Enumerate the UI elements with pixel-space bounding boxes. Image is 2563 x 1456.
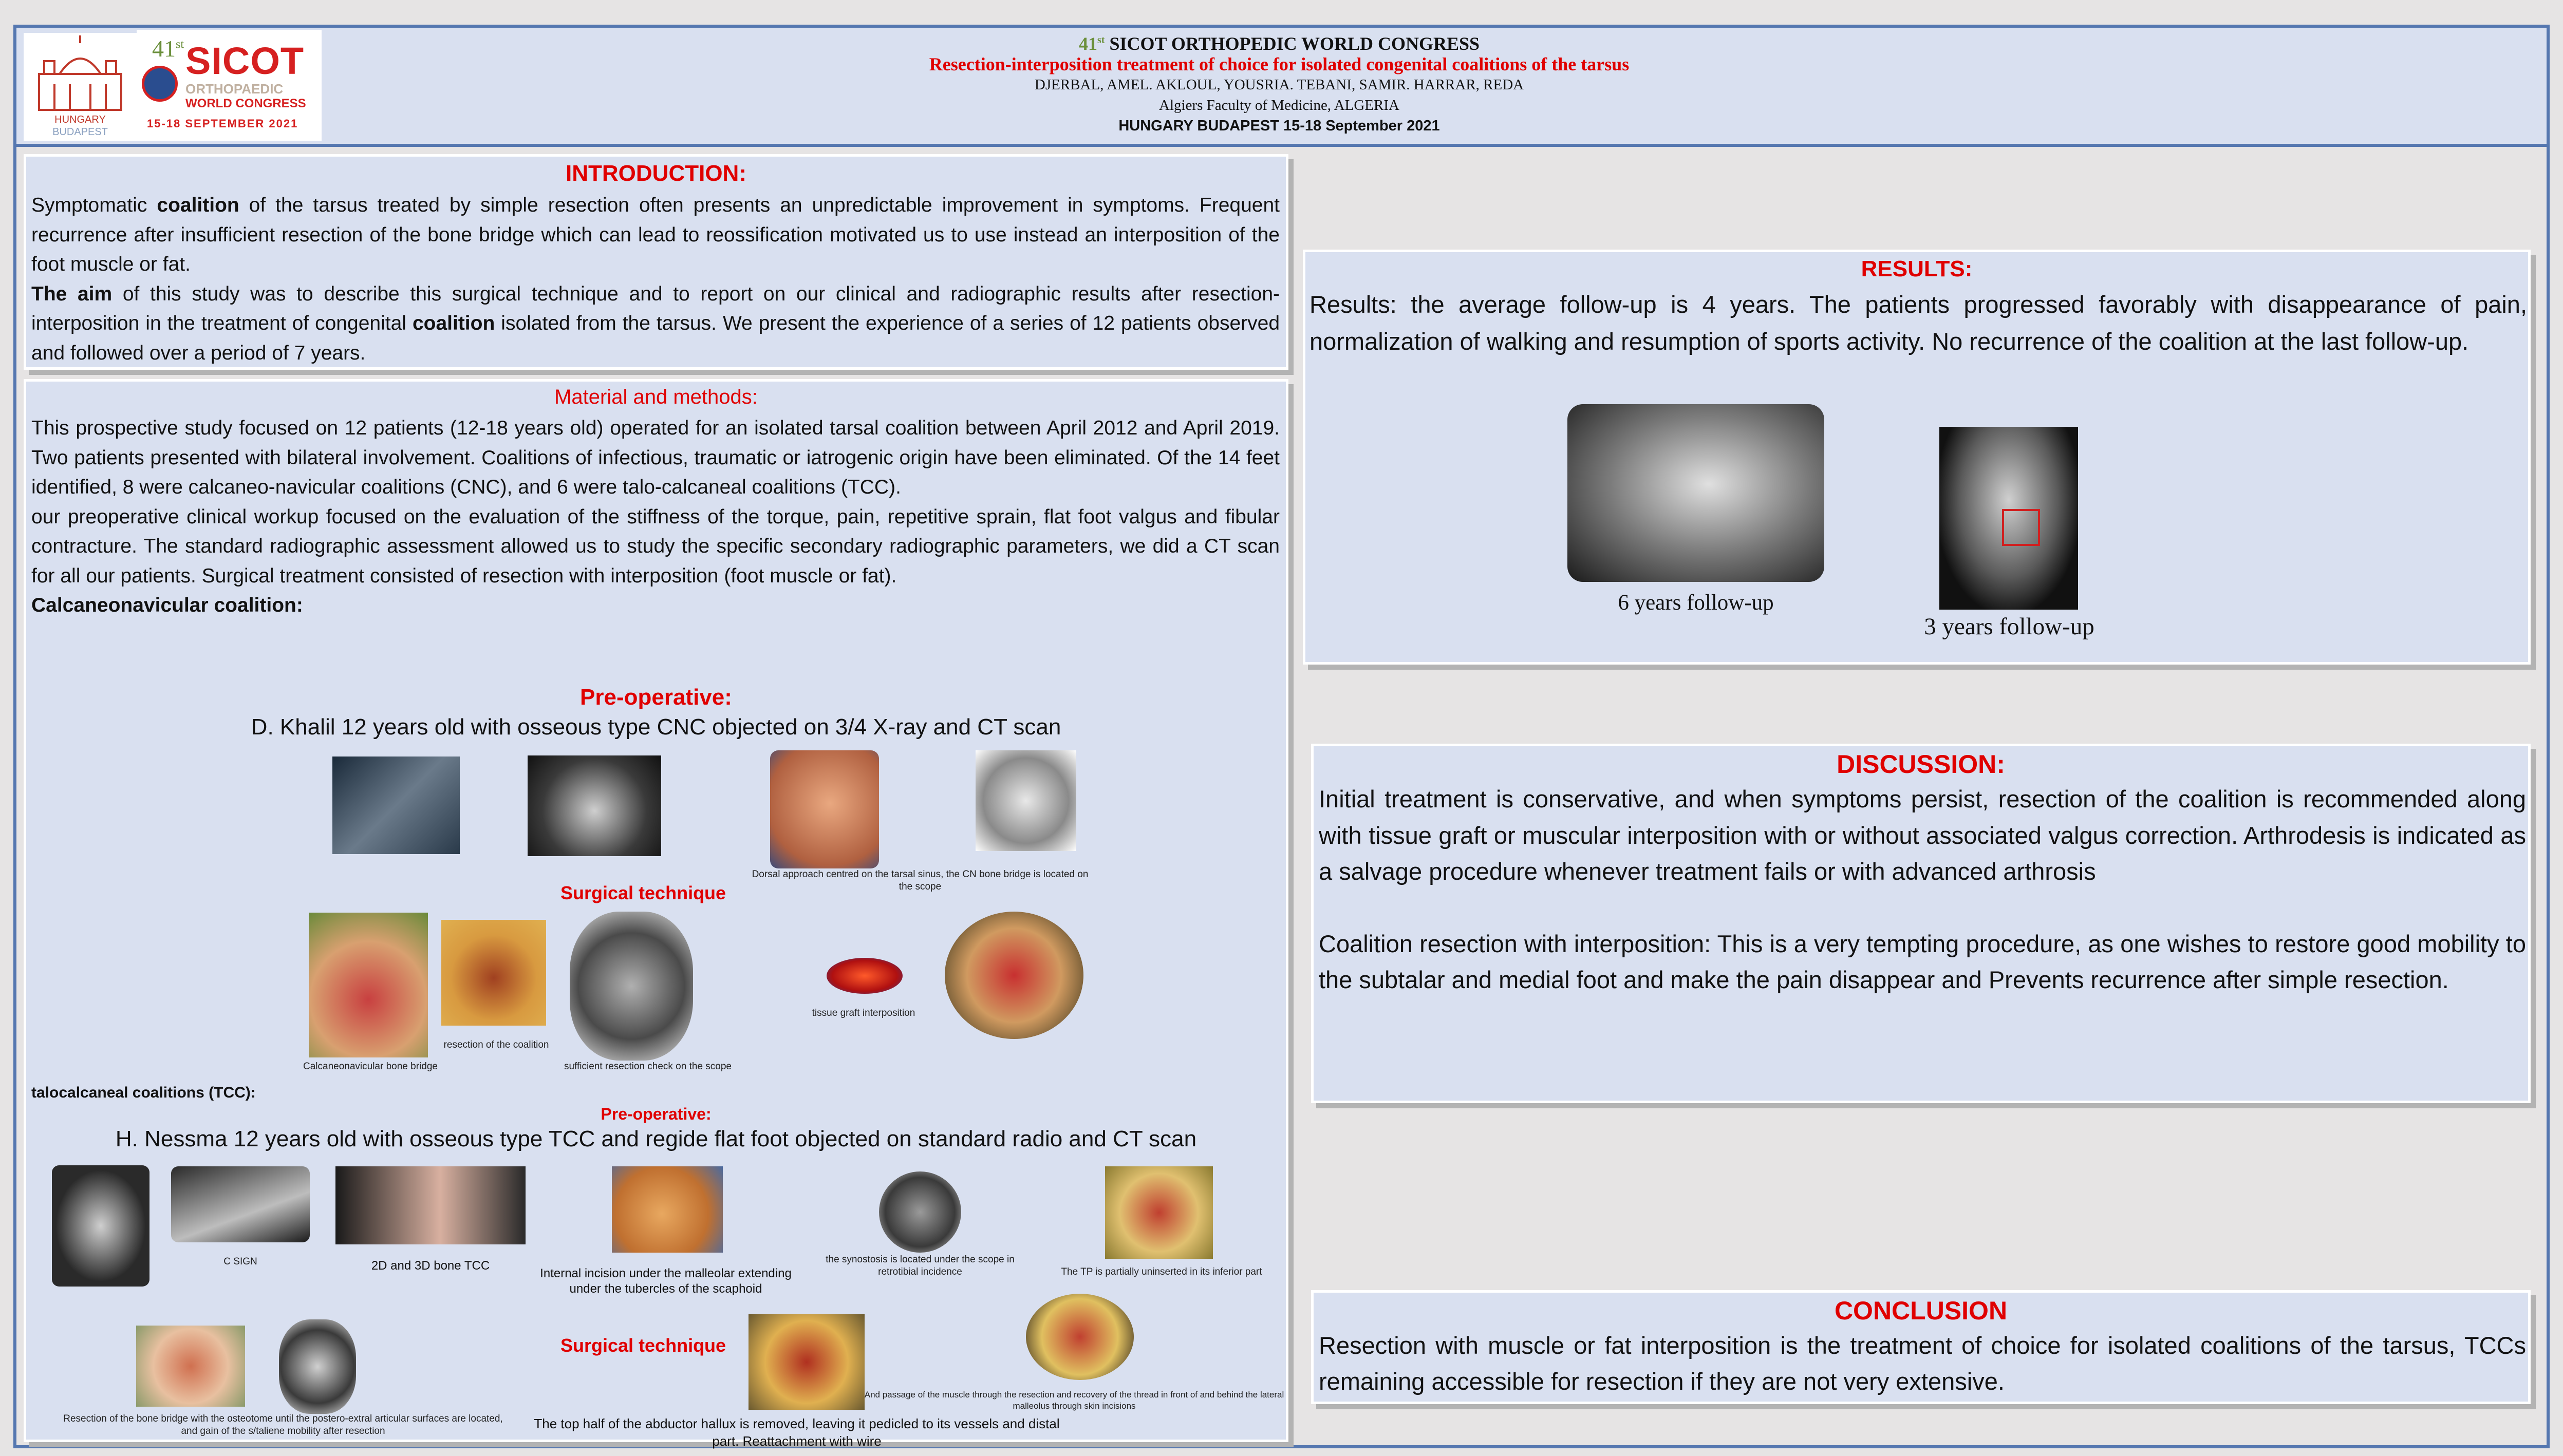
- budapest-logo: [24, 33, 137, 141]
- cap-resection-bridge: Resection of the bone bridge with the osteotome until the postero-extral articular surfaces are located, and gain of the s/taliene mobility after resection: [63, 1413, 503, 1436]
- poster-title: Resection-interposition treatment of choice for isolated congenital coalitions of the tarsus: [929, 54, 1630, 74]
- cnc-preop-title: Pre-operative:: [580, 685, 732, 710]
- cap-synostosis: the synostosis is located under the scope in retrotibial incidence: [826, 1254, 1015, 1277]
- cap-dorsal: Dorsal approach centred on the tarsal sinus, the CN bone bridge is located on the scope: [752, 869, 1089, 892]
- tcc-passage-photo: [1026, 1294, 1134, 1380]
- affiliation: Algiers Faculty of Medicine, ALGERIA: [1159, 97, 1399, 114]
- tcc-tp-photo: [1105, 1166, 1213, 1259]
- cnc-scope-check-image: [570, 912, 693, 1061]
- tcc-abductor-photo: [749, 1314, 865, 1410]
- discussion-text: [1319, 781, 2526, 998]
- logo-sicot-name: SICOT: [185, 40, 305, 82]
- results-6yr-xray-image: [1567, 404, 1824, 582]
- tcc-resection-photo: [136, 1326, 245, 1407]
- results-3yr-ct-image: [1939, 427, 2078, 610]
- logo-sicot-sub1: ORTHOPAEDIC: [185, 81, 284, 97]
- tcc-preop-title: Pre-operative:: [601, 1105, 712, 1123]
- tcc-synostosis-scope-image: [879, 1171, 961, 1253]
- tcc-csign-image: [171, 1166, 310, 1242]
- tcc-2d3d-image: [335, 1166, 526, 1244]
- results-caption-6yr: 6 years follow-up: [1618, 591, 1774, 615]
- discussion-title: DISCUSSION:: [1837, 750, 2005, 779]
- cap-csign: C SIGN: [223, 1256, 257, 1267]
- cap-bridge: Calcaneonavicular bone bridge: [303, 1061, 438, 1072]
- tcc-surgical-title: Surgical technique: [560, 1335, 726, 1356]
- globe-icon: [142, 66, 178, 102]
- cap-resection: resection of the coalition: [443, 1039, 549, 1050]
- cnc-ct-image: [528, 755, 661, 856]
- cnc-surgical-title: Surgical technique: [560, 882, 726, 903]
- authors: DJERBAL, AMEL. AKLOUL, YOUSRIA. TEBANI, SAMIR. HARRAR, REDA: [1034, 77, 1524, 93]
- cnc-interposition-photo: [945, 912, 1083, 1039]
- methods-panel: [24, 379, 1288, 1449]
- logo-sicot-sup: st: [176, 37, 184, 51]
- conclusion-title: CONCLUSION: [1834, 1296, 2008, 1325]
- conclusion-panel: [1311, 1290, 2531, 1404]
- tcc-feet-xray-image: [52, 1165, 149, 1287]
- results-text: Results: the average follow-up is 4 years. The patients progressed favorably with disappearance of pain, normalization of walking and resumption of sports activity. No recurrence of the coalition at the last follow-up.: [1309, 291, 2527, 355]
- cnc-bone-bridge-photo: [309, 913, 428, 1057]
- cnc-scope-image: [976, 750, 1076, 851]
- cnc-incision-photo: [770, 750, 879, 868]
- cnc-resection-photo: [441, 920, 546, 1026]
- logo-left-text-2: BUDAPEST: [52, 126, 108, 138]
- tcc-heading: talocalcaneal coalitions (TCC):: [31, 1084, 256, 1101]
- cap-tissue: tissue graft interposition: [812, 1008, 915, 1018]
- results-title: RESULTS:: [1861, 256, 1973, 281]
- methods-title: Material and methods:: [554, 386, 758, 408]
- logo-sicot-dates: 15-18 SEPTEMBER 2021: [147, 117, 298, 130]
- methods-paragraph-2: our preoperative clinical workup focused on the evaluation of the stiffness of the torque, pain, repetitive sprain, flat foot valgus and fibular contracture. The standard radiographic assessment allowed us to study the specific secondary radiographic parameters, we did a CT scan for all our patients. Surgical treatment consisted of resection with interposition (foot muscle or fat).: [31, 505, 1280, 587]
- tcc-resection-scope-image: [279, 1319, 356, 1414]
- event-line: HUNGARY BUDAPEST 15-18 September 2021: [1118, 118, 1440, 134]
- introduction-text: Symptomatic coalition of the tarsus treated by simple resection often presents an unpredictable improvement in symptoms. Frequent recurrence after insufficient resection of the bone bridge which can lead to reossification motivated us to use instead an interposition of the foot muscle or fat. The aim of this study was to describe this surgical technique and to report on our clinical and radiographic results after resection-interposition in the treatment of congenital coalition isolated from the tarsus. We present the experience of a series of 12 patients observed and followed over a period of 7 years.: [31, 194, 1280, 364]
- congress-title: 41st SICOT ORTHOPEDIC WORLD CONGRESS: [1078, 33, 1480, 54]
- discussion-paragraph-2: Coalition resection with interposition: This is a very tempting procedure, as one wishes to restore good mobility to the subtalar and medial foot and make the pain disappear and Prevents recurrence after simple resection.: [1319, 930, 2526, 993]
- conclusion-text: Resection with muscle or fat interposition is the treatment of choice for isolated coalitions of the tarsus, TCCs remaining accessible for resection if they are not very extensive.: [1319, 1332, 2526, 1395]
- tcc-incision-photo: [612, 1166, 723, 1253]
- logo-sicot-sub2: WORLD CONGRESS: [185, 97, 306, 110]
- cap-tp: The TP is partially uninserted in its inferior part: [1061, 1266, 1262, 1277]
- cnc-case-text: D. Khalil 12 years old with osseous type CNC objected on 3/4 X-ray and CT scan: [251, 714, 1061, 740]
- cap-passage: And passage of the muscle through the resection and recovery of the thread in front of and behind the lateral malleolus through skin incisions: [864, 1390, 1284, 1411]
- discussion-paragraph-1: Initial treatment is conservative, and when symptoms persist, resection of the coalition is recommended along with tissue graft or muscular interposition with or without associated valgus correction. Arthrodesis is indicated as a salvage procedure whenever treatment fails or with advanced arthrosis: [1319, 785, 2526, 885]
- methods-paragraph-1: This prospective study focused on 12 patients (12-18 years old) operated for an isolated tarsal coalition between April 2012 and April 2019. Two patients presented with bilateral involvement. Coalitions of infectious, traumatic or iatrogenic origin have been eliminated. Of the 14 feet identified, 8 were calcaneo-navicular coalitions (CNC), and 6 were talo-calcaneal coalitions (TCC).: [31, 417, 1280, 498]
- tcc-case-text: H. Nessma 12 years old with osseous type TCC and regide flat foot objected on standard radio and CT scan: [115, 1126, 1197, 1151]
- cnc-tissue-graft-image: [827, 958, 903, 994]
- cnc-heading: Calcaneonavicular coalition:: [31, 594, 303, 616]
- results-panel: [1303, 250, 2531, 665]
- header-text: [360, 30, 2199, 136]
- logo-sicot-num: 41: [152, 35, 176, 62]
- sicot-logo: [137, 30, 322, 141]
- discussion-panel: [1311, 744, 2531, 1103]
- cap-abductor: The top half of the abductor hallux is removed, leaving it pedicled to its vessels and distal part. Reattachment with wire: [534, 1416, 1060, 1449]
- logo-left-text-1: HUNGARY: [54, 114, 106, 125]
- introduction-title: INTRODUCTION:: [566, 161, 746, 186]
- results-caption-3yr: 3 years follow-up: [1924, 613, 2094, 640]
- highlight-box: [2002, 509, 2040, 546]
- cap-2d3d: 2D and 3D bone TCC: [371, 1259, 490, 1273]
- cap-sufficient: sufficient resection check on the scope: [564, 1061, 732, 1072]
- methods-text: [31, 413, 1280, 620]
- cap-internal: Internal incision under the malleolar extending under the tubercles of the scaphoid: [540, 1266, 792, 1296]
- cnc-xray-image: [332, 757, 460, 854]
- introduction-panel: [24, 154, 1288, 370]
